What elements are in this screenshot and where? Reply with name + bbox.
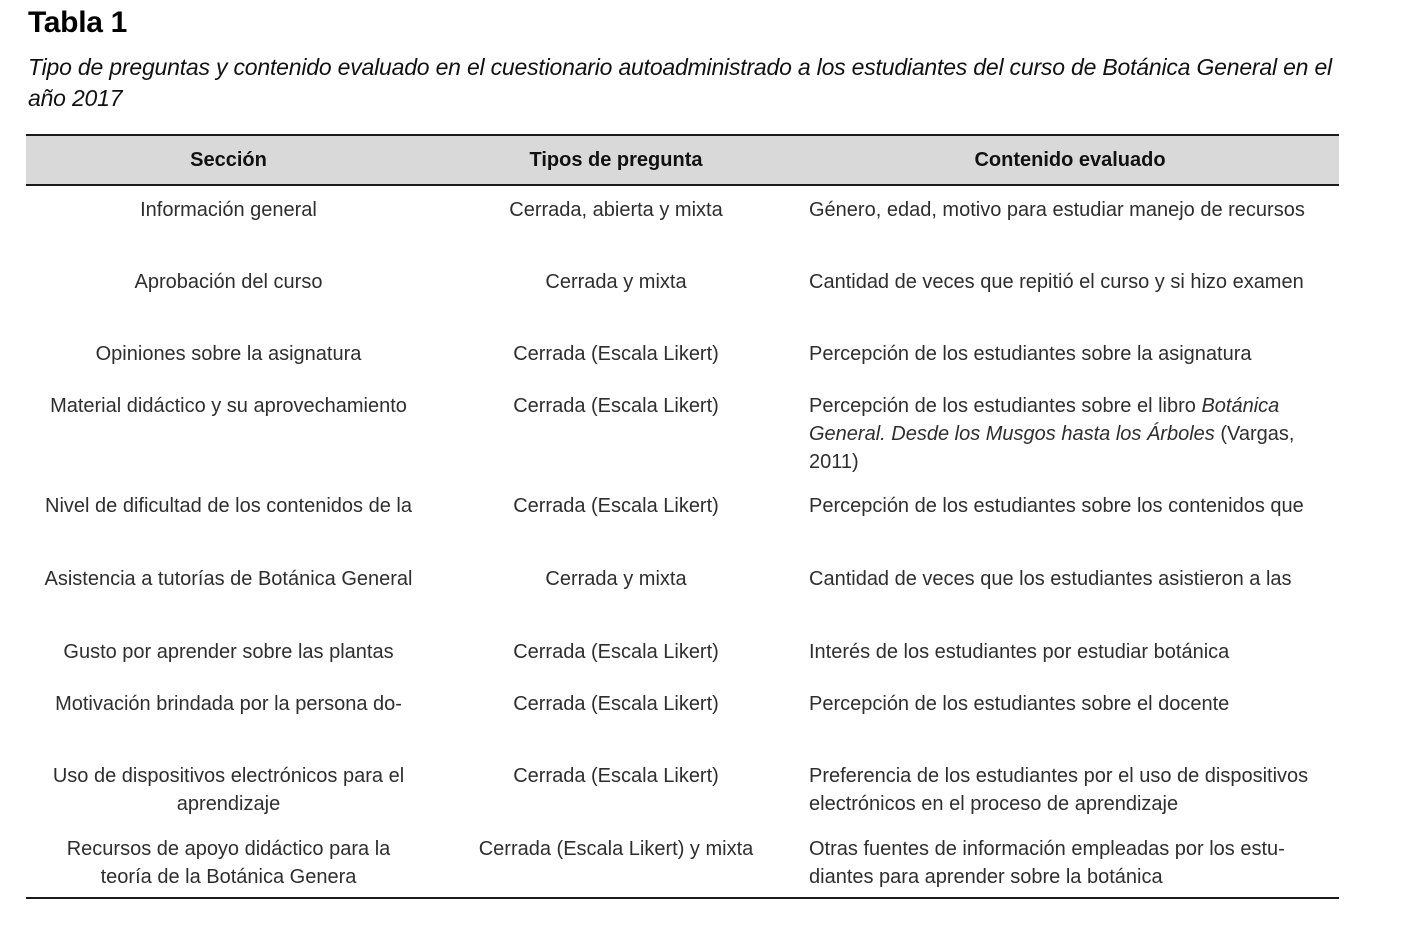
table-row	[26, 258, 1339, 330]
content-citation: (Vargas, 2011)	[809, 423, 1295, 473]
header-content: Contenido evaluado	[801, 135, 1339, 185]
cell-content	[801, 752, 1339, 825]
cell-section	[26, 825, 431, 898]
table-row	[26, 628, 1339, 680]
cell-question-type: Cerrada (Escala Likert) y mixta	[478, 838, 754, 860]
table-row	[26, 185, 1339, 258]
content-line: diantes para aprender sobre la botánica	[809, 866, 1163, 888]
table-row	[26, 555, 1339, 628]
cell-content: Percepción de los estudiantes sobre la asignatura	[809, 343, 1252, 365]
cell-question-type: Cerrada y mixta	[545, 271, 687, 293]
table-row	[26, 752, 1339, 825]
table-body	[26, 185, 1339, 898]
cell-section: Gusto por aprender sobre las plantas	[63, 641, 394, 663]
cell-question-type: Cerrada (Escala Likert)	[513, 495, 719, 517]
questionnaire-table	[26, 134, 1339, 899]
table-row	[26, 482, 1339, 555]
table-row	[26, 330, 1339, 382]
section-line: teoría de la Botánica Genera	[100, 866, 357, 888]
content-text: Percepción de los estudiantes sobre el libro	[809, 395, 1202, 417]
cell-section	[26, 752, 431, 825]
cell-question-type: Cerrada, abierta y mixta	[509, 199, 723, 221]
cell-question-type: Cerrada (Escala Likert)	[513, 693, 719, 715]
cell-section: Aprobación del curso	[134, 271, 323, 293]
cell-content: Cantidad de veces que repitió el curso y si hizo examen	[809, 271, 1304, 293]
section-line: Recursos de apoyo didáctico para la	[66, 838, 391, 860]
cell-content	[801, 382, 1339, 482]
cell-section: Material didáctico y su aprovechamiento	[50, 395, 407, 417]
table-caption: Tipo de preguntas y contenido evaluado en el cuestionario autoadministrado a los estudiantes del curso de Botánica General en el año 2017	[28, 54, 1332, 111]
header-section: Sección	[26, 135, 431, 185]
cell-content: Percepción de los estudiantes sobre los contenidos que	[809, 495, 1304, 517]
cell-question-type: Cerrada y mixta	[545, 568, 687, 590]
cell-content: Percepción de los estudiantes sobre el docente	[809, 693, 1230, 715]
cell-question-type: Cerrada (Escala Likert)	[513, 395, 719, 417]
table-label: Tabla 1	[28, 6, 128, 39]
cell-content: Género, edad, motivo para estudiar manejo de recursos	[809, 199, 1305, 221]
cell-section: Opiniones sobre la asignatura	[95, 343, 362, 365]
content-line: Preferencia de los estudiantes por el uso de dispositivos	[809, 765, 1309, 787]
book-title: Botánica General. Desde los Musgos hasta los Árboles	[809, 395, 1280, 445]
cell-question-type: Cerrada (Escala Likert)	[513, 641, 719, 663]
section-line: Uso de dispositivos electrónicos para el	[52, 765, 405, 787]
table-row	[26, 382, 1339, 482]
cell-section: Información general	[140, 199, 317, 221]
cell-content: Interés de los estudiantes por estudiar botánica	[809, 641, 1230, 663]
table-row	[26, 680, 1339, 752]
cell-section: Nivel de dificultad de los contenidos de la	[45, 495, 412, 517]
content-line: electrónicos en el proceso de aprendizaje	[809, 793, 1179, 815]
content-line: Otras fuentes de información empleadas por los estu-	[809, 838, 1285, 860]
cell-content: Cantidad de veces que los estudiantes asistieron a las	[809, 568, 1292, 590]
cell-section: Motivación brindada por la persona do-	[55, 693, 402, 715]
table-row	[26, 825, 1339, 898]
table-header	[26, 135, 1339, 185]
cell-question-type: Cerrada (Escala Likert)	[513, 765, 719, 787]
header-question-type: Tipos de pregunta	[431, 135, 801, 185]
section-line: aprendizaje	[176, 793, 281, 815]
cell-content	[801, 825, 1339, 898]
header-row	[26, 135, 1339, 185]
cell-section: Asistencia a tutorías de Botánica General	[44, 568, 413, 590]
cell-question-type: Cerrada (Escala Likert)	[513, 343, 719, 365]
